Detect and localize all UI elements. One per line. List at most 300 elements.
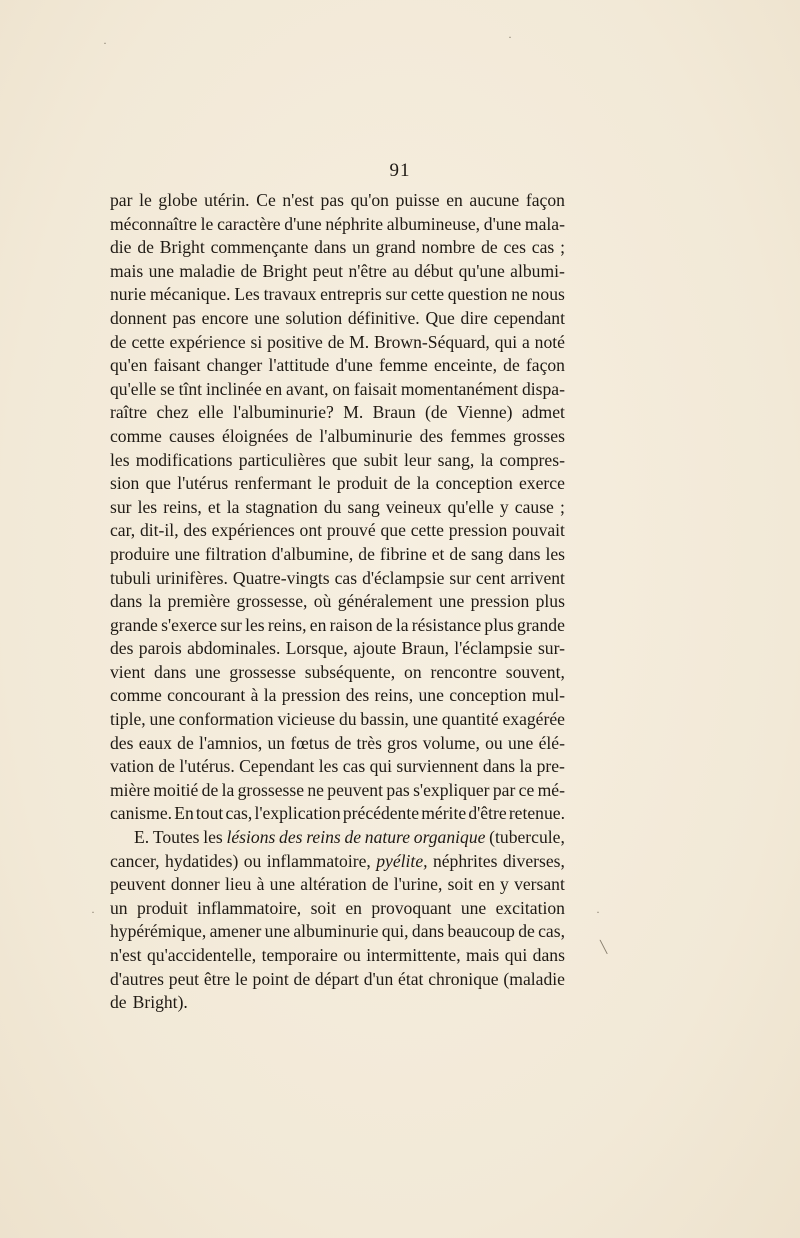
word: pression bbox=[448, 520, 508, 541]
word: eaux bbox=[138, 732, 172, 753]
word: vation bbox=[110, 756, 154, 777]
word: d'une bbox=[483, 213, 522, 234]
word: que bbox=[380, 520, 406, 541]
text-line bbox=[110, 260, 565, 284]
word: dit-il, bbox=[139, 520, 179, 541]
word: de bbox=[518, 921, 535, 942]
word: albuminurie bbox=[293, 921, 379, 942]
text-line bbox=[110, 543, 565, 567]
word: en bbox=[345, 897, 362, 918]
word: état bbox=[398, 968, 424, 989]
word: cas, bbox=[538, 921, 565, 942]
text-line bbox=[110, 732, 565, 756]
word: modifications bbox=[135, 449, 233, 470]
word: donnent bbox=[110, 307, 167, 328]
word: des bbox=[279, 827, 303, 848]
word: fœtus bbox=[290, 732, 330, 753]
word: grande bbox=[110, 614, 158, 635]
word: commençante bbox=[210, 237, 309, 258]
word: tout bbox=[195, 803, 224, 824]
text-line bbox=[110, 826, 565, 850]
word: les bbox=[245, 614, 265, 635]
word: produit bbox=[136, 897, 188, 918]
word: de bbox=[137, 237, 154, 258]
word: reins, bbox=[163, 496, 202, 517]
word: faisait bbox=[353, 378, 397, 399]
word: cette bbox=[410, 520, 444, 541]
word: pas bbox=[172, 307, 196, 328]
word: volume, bbox=[422, 732, 480, 753]
word: l'éclampsie bbox=[454, 638, 533, 659]
word: pre- bbox=[536, 756, 565, 777]
word: en bbox=[265, 378, 283, 399]
word: dans bbox=[154, 661, 187, 682]
word: très bbox=[356, 732, 382, 753]
word: cent bbox=[475, 567, 506, 588]
word: sang bbox=[471, 543, 504, 564]
word: que bbox=[145, 473, 171, 494]
word: ces bbox=[503, 237, 526, 258]
word: utérin. bbox=[204, 190, 250, 210]
text-line bbox=[110, 873, 565, 897]
text-line bbox=[110, 991, 565, 1015]
word: s'expliquer bbox=[413, 779, 490, 800]
word: en bbox=[446, 190, 463, 210]
word: soit bbox=[310, 897, 336, 918]
word: a bbox=[522, 331, 530, 352]
word: sur bbox=[220, 614, 242, 635]
word: pas bbox=[386, 779, 410, 800]
word: dans bbox=[110, 591, 143, 612]
word: hydatides) bbox=[165, 850, 239, 871]
word: cependant bbox=[493, 307, 565, 328]
word: sur bbox=[110, 496, 132, 517]
word: soit bbox=[447, 874, 473, 895]
word: ne bbox=[307, 779, 324, 800]
word: positive bbox=[267, 331, 323, 352]
word: Bright). bbox=[132, 992, 188, 1013]
word: première bbox=[167, 591, 231, 612]
word: qu'elle bbox=[447, 496, 494, 517]
word: (maladie bbox=[503, 968, 565, 989]
text-line bbox=[110, 637, 565, 661]
word: qu'on bbox=[350, 190, 389, 210]
word: avant, bbox=[286, 378, 329, 399]
word: amener bbox=[209, 921, 262, 942]
word: comme bbox=[110, 685, 162, 706]
word: la bbox=[480, 449, 494, 470]
word: nurie bbox=[110, 284, 147, 305]
word: M. bbox=[349, 331, 370, 352]
word: ou bbox=[243, 850, 262, 871]
word: d'être bbox=[468, 803, 507, 824]
text-line bbox=[110, 378, 565, 402]
word: cas bbox=[334, 567, 358, 588]
word: sur bbox=[385, 284, 407, 305]
word: femme bbox=[378, 355, 428, 376]
word: retenue. bbox=[508, 803, 565, 824]
word: à bbox=[250, 685, 259, 706]
word: une bbox=[195, 661, 221, 682]
word: puisse bbox=[395, 190, 440, 210]
word: noté bbox=[534, 331, 565, 352]
word: peut bbox=[312, 260, 344, 281]
word: ou bbox=[343, 945, 361, 965]
word: précédente bbox=[342, 803, 420, 824]
word: entrepris bbox=[320, 284, 382, 305]
word: une bbox=[148, 260, 175, 281]
word: point bbox=[252, 968, 289, 989]
word: E. bbox=[134, 827, 150, 848]
word: être bbox=[203, 968, 231, 989]
word: de bbox=[177, 732, 194, 753]
word: beaucoup bbox=[447, 921, 515, 942]
text-line bbox=[110, 425, 565, 449]
word: façon bbox=[525, 190, 565, 210]
word: des bbox=[110, 732, 134, 753]
text-line bbox=[110, 449, 565, 473]
word: quantité bbox=[441, 709, 499, 730]
word: reins, bbox=[267, 614, 307, 635]
word: canisme. bbox=[110, 803, 173, 824]
word: inflammatoire, bbox=[197, 897, 302, 918]
word: chez bbox=[156, 402, 189, 423]
word: pression bbox=[281, 685, 341, 706]
word: Braun bbox=[372, 402, 416, 423]
word: y bbox=[500, 874, 509, 895]
word: dire bbox=[460, 307, 488, 328]
word: qui, bbox=[381, 921, 409, 942]
word: résistance bbox=[411, 614, 482, 635]
text-line bbox=[110, 897, 565, 921]
word: le bbox=[200, 213, 214, 234]
word: M. bbox=[343, 402, 364, 423]
word: l'utérus bbox=[177, 473, 229, 494]
word: de bbox=[110, 331, 127, 352]
word: à bbox=[256, 874, 265, 895]
word: qu'accidentelle, bbox=[146, 945, 257, 965]
word: provoquant bbox=[371, 897, 452, 918]
word: versant bbox=[514, 874, 565, 895]
word: dispa- bbox=[521, 378, 565, 399]
word: cette bbox=[410, 284, 444, 305]
word: la bbox=[519, 756, 533, 777]
text-line bbox=[110, 684, 565, 708]
word: conformation bbox=[178, 709, 274, 730]
word: changer bbox=[206, 355, 263, 376]
word: En bbox=[174, 803, 194, 824]
word: n'est bbox=[282, 190, 314, 210]
word: pouvait bbox=[512, 520, 565, 541]
word: on bbox=[332, 378, 351, 399]
word: solution bbox=[285, 307, 343, 328]
word: raître bbox=[110, 402, 148, 423]
word: Bright bbox=[159, 237, 205, 258]
word: les bbox=[318, 756, 339, 777]
word: grand bbox=[375, 237, 416, 258]
word: si bbox=[250, 331, 263, 352]
word: mé- bbox=[537, 779, 565, 800]
word: filtration bbox=[204, 543, 267, 564]
word: le bbox=[139, 190, 152, 210]
word: généralement bbox=[337, 591, 433, 612]
word: ont bbox=[299, 520, 322, 541]
word: Bright bbox=[262, 260, 308, 281]
text-line bbox=[110, 354, 565, 378]
word: pression bbox=[470, 591, 530, 612]
word: grande bbox=[517, 614, 565, 635]
word: les bbox=[110, 449, 130, 470]
word: d'une bbox=[335, 355, 373, 376]
word: nombre bbox=[421, 237, 476, 258]
word: la bbox=[148, 591, 162, 612]
word: les bbox=[203, 827, 223, 848]
word: faisant bbox=[153, 355, 201, 376]
text-line bbox=[110, 755, 565, 779]
word: dans bbox=[508, 543, 541, 564]
word: d'une bbox=[284, 213, 322, 234]
word: une bbox=[254, 307, 280, 328]
word: Quatre-vingts bbox=[232, 567, 330, 588]
word: albumineuse, bbox=[386, 213, 481, 234]
word: du bbox=[323, 496, 342, 517]
word: plus bbox=[535, 591, 565, 612]
word: intermittente, bbox=[366, 945, 461, 965]
word: tiple, bbox=[110, 709, 146, 730]
text-line bbox=[110, 802, 565, 826]
scan-speck: · bbox=[596, 905, 600, 919]
word: Lorsque, bbox=[285, 638, 348, 659]
word: mière bbox=[110, 779, 151, 800]
word: de bbox=[295, 425, 313, 446]
scan-speck: · bbox=[508, 30, 512, 44]
word: car, bbox=[110, 520, 136, 541]
word: Ce bbox=[256, 190, 276, 210]
word: de bbox=[344, 827, 362, 848]
word: dans bbox=[411, 921, 445, 942]
text-line bbox=[110, 661, 565, 685]
word: de bbox=[240, 260, 258, 281]
word: une bbox=[264, 921, 291, 942]
word: nous bbox=[531, 284, 565, 305]
text-line bbox=[110, 708, 565, 732]
word: dans bbox=[314, 237, 347, 258]
word: Brown-Séquard, bbox=[374, 331, 490, 352]
text-line bbox=[110, 213, 565, 237]
scan-speck: · bbox=[103, 36, 107, 50]
text-line bbox=[110, 496, 565, 520]
word: femmes bbox=[450, 425, 506, 446]
word: des bbox=[183, 520, 207, 541]
word: stagnation bbox=[245, 496, 318, 517]
word: les bbox=[545, 543, 565, 564]
word: de bbox=[110, 992, 127, 1013]
word: une bbox=[507, 732, 534, 753]
word: cas, bbox=[225, 803, 253, 824]
word: se bbox=[160, 378, 175, 399]
word: définitive. bbox=[347, 307, 420, 328]
text-line bbox=[110, 590, 565, 614]
word: ce bbox=[518, 779, 535, 800]
word: mérite bbox=[421, 803, 467, 824]
word: la bbox=[416, 473, 430, 494]
word: l'amnios, bbox=[198, 732, 263, 753]
word: par bbox=[492, 779, 516, 800]
word: vient bbox=[110, 661, 146, 682]
word: arrivent bbox=[510, 567, 565, 588]
word: qu'elle bbox=[110, 378, 157, 399]
word: parois bbox=[138, 638, 182, 659]
word: de bbox=[201, 779, 219, 800]
word: une bbox=[149, 709, 175, 730]
word: encore bbox=[201, 307, 249, 328]
word: s'exerce bbox=[161, 614, 218, 635]
word: exagérée bbox=[502, 709, 565, 730]
word: urinifères. bbox=[156, 567, 228, 588]
word: une bbox=[174, 543, 200, 564]
word: question bbox=[447, 284, 508, 305]
word: dans bbox=[532, 945, 565, 965]
word: de bbox=[481, 237, 498, 258]
word: bassin, bbox=[360, 709, 409, 730]
word: le bbox=[235, 968, 248, 989]
word: et bbox=[431, 543, 445, 564]
word: n'est bbox=[110, 945, 142, 965]
word: les bbox=[137, 496, 158, 517]
word: de bbox=[158, 756, 175, 777]
word: momentanément bbox=[400, 378, 519, 399]
word: départ bbox=[314, 968, 359, 989]
word: maladie bbox=[179, 260, 236, 281]
word: d'un bbox=[363, 968, 394, 989]
word: peuvent bbox=[110, 874, 166, 895]
word: ne bbox=[511, 284, 528, 305]
word: sang bbox=[347, 496, 380, 517]
word: de bbox=[375, 614, 393, 635]
word: comme bbox=[110, 425, 162, 446]
word: Les bbox=[234, 284, 260, 305]
word: de bbox=[358, 543, 375, 564]
word: conception bbox=[435, 473, 513, 494]
word: die bbox=[110, 237, 132, 258]
word: leur bbox=[404, 449, 432, 470]
word: en bbox=[309, 614, 327, 635]
word: mala- bbox=[524, 213, 565, 234]
word: l'albuminurie bbox=[319, 425, 413, 446]
text-line bbox=[110, 236, 565, 260]
word: plus bbox=[484, 614, 514, 635]
word: diverses, bbox=[502, 850, 565, 871]
word: Toutes bbox=[152, 827, 200, 848]
word: néphrites bbox=[432, 850, 498, 871]
word: (tubercule, bbox=[489, 827, 565, 848]
word: admet bbox=[521, 402, 565, 423]
word: y bbox=[499, 496, 509, 517]
word: de bbox=[503, 355, 520, 376]
page-number: 91 bbox=[389, 160, 411, 181]
text-line bbox=[110, 968, 565, 992]
word: la bbox=[221, 779, 235, 800]
word: concourant bbox=[167, 685, 246, 706]
word: pas bbox=[320, 190, 344, 210]
word: néphrite bbox=[325, 213, 384, 234]
word: des bbox=[419, 425, 444, 446]
word: excitation bbox=[495, 897, 565, 918]
text-line bbox=[110, 567, 565, 591]
word: ; bbox=[560, 237, 565, 258]
word: éloignées bbox=[222, 425, 289, 446]
word: une bbox=[269, 874, 296, 895]
word: l'explication bbox=[254, 803, 341, 824]
word: reins bbox=[306, 827, 341, 848]
word: causes bbox=[168, 425, 215, 446]
word: que bbox=[331, 449, 358, 470]
word: hypérémique, bbox=[110, 921, 207, 942]
word: où bbox=[313, 591, 332, 612]
word: mécanique. bbox=[149, 284, 231, 305]
word: des bbox=[345, 685, 370, 706]
word: vicieuse bbox=[277, 709, 336, 730]
word: qui bbox=[369, 756, 393, 777]
word: cette bbox=[131, 331, 165, 352]
scan-speck: · bbox=[91, 905, 95, 919]
word: prouvé bbox=[326, 520, 376, 541]
text-line bbox=[110, 472, 565, 496]
word: donner bbox=[170, 874, 220, 895]
word: inclinée bbox=[205, 378, 262, 399]
word: lésions bbox=[226, 827, 276, 848]
word: tubuli bbox=[110, 567, 152, 588]
word: d'autres bbox=[110, 968, 164, 989]
word: Que bbox=[425, 307, 455, 328]
word: caractère bbox=[217, 213, 281, 234]
word: globe bbox=[158, 190, 198, 210]
word: Vienne) bbox=[456, 402, 513, 423]
word: de bbox=[371, 874, 389, 895]
word: la bbox=[395, 614, 409, 635]
word: temporaire bbox=[261, 945, 338, 965]
word: qui bbox=[494, 331, 518, 352]
text-line bbox=[110, 779, 565, 803]
word: cas bbox=[342, 756, 366, 777]
word: albumi- bbox=[510, 260, 565, 281]
word: l'urine, bbox=[393, 874, 443, 895]
word: travaux bbox=[263, 284, 317, 305]
text-line bbox=[110, 189, 565, 213]
word: subséquente, bbox=[304, 661, 396, 682]
word: grosses bbox=[513, 425, 565, 446]
word: l'utérus. bbox=[179, 756, 235, 777]
word: ; bbox=[559, 496, 565, 517]
word: grossesse, bbox=[236, 591, 308, 612]
word: de bbox=[393, 473, 411, 494]
word: particulières bbox=[238, 449, 326, 470]
word: du bbox=[338, 709, 357, 730]
word: d'éclampsie bbox=[362, 567, 445, 588]
word: cas bbox=[531, 237, 555, 258]
word: la bbox=[226, 496, 240, 517]
word: une bbox=[438, 591, 465, 612]
word: l'albuminurie? bbox=[232, 402, 334, 423]
text-line bbox=[110, 283, 565, 307]
text-line bbox=[110, 307, 565, 331]
word: surviennent bbox=[396, 756, 479, 777]
word: et bbox=[207, 496, 221, 517]
word: d'albumine, bbox=[271, 543, 354, 564]
word: exerce bbox=[518, 473, 565, 494]
word: sur- bbox=[537, 638, 565, 659]
word: des bbox=[110, 638, 134, 659]
